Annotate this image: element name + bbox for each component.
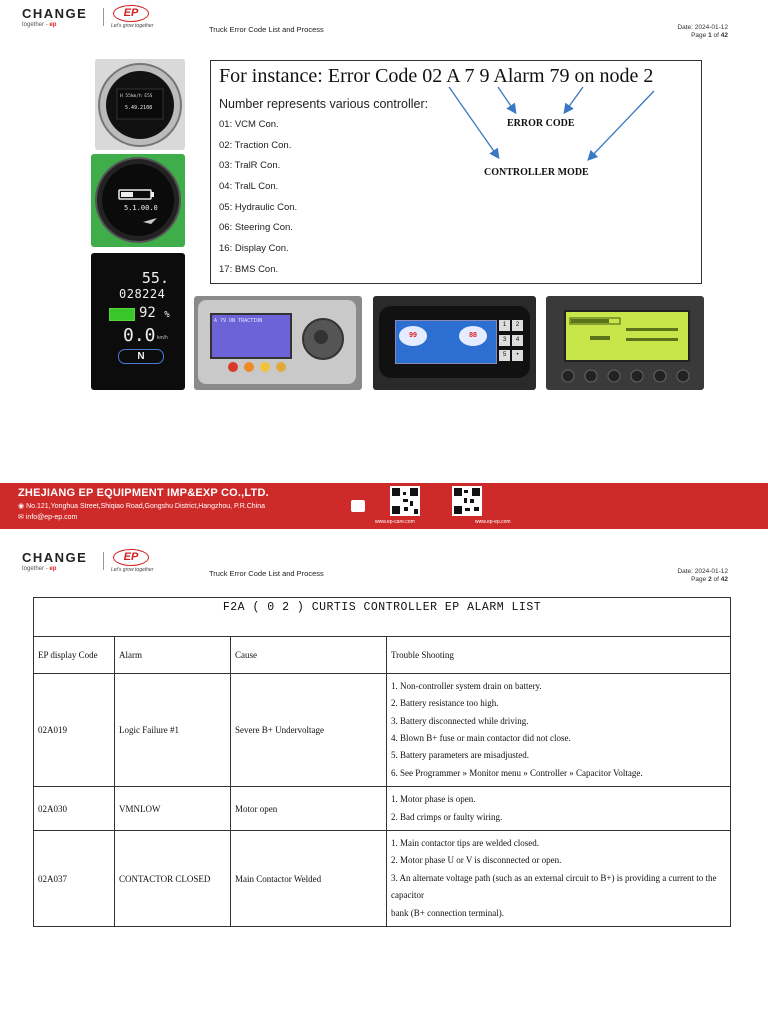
blue-lcd-display-photo — [373, 296, 536, 390]
digital-dashboard-photo — [91, 253, 185, 390]
indicator-light-amber — [276, 362, 286, 372]
dash-gear-letter: N — [137, 351, 145, 362]
logo-divider — [103, 552, 104, 570]
indicator-light-orange — [244, 362, 254, 372]
company-email-text: info@ep-ep.com — [25, 514, 78, 521]
table-row — [34, 674, 731, 787]
change-logo-text: CHANGE — [22, 550, 88, 565]
column-header-cause: Cause — [231, 637, 387, 674]
page-of: of — [713, 32, 719, 39]
controller-list-item: 01: VCM Con. — [219, 119, 279, 130]
table-row — [34, 787, 731, 831]
trouble-step: 1. Non-controller system drain on battery. — [391, 680, 542, 691]
company-name: ZHEJIANG EP EQUIPMENT IMP&EXP CO.,LTD. — [18, 487, 269, 499]
trouble-step: bank (B+ connection terminal). — [391, 907, 505, 918]
alarm-list-table — [33, 597, 731, 927]
trouble-step: 3. Battery disconnected while driving. — [391, 715, 529, 726]
table-title-row — [34, 598, 731, 637]
table-header-row — [34, 637, 731, 674]
blue-lcd-left-value: 99 — [409, 332, 417, 339]
blue-lcd-right-readout — [459, 326, 487, 346]
controller-list-item: 05: Hydraulic Con. — [219, 201, 298, 213]
dash-hour-meter: 028224 — [119, 287, 166, 301]
trouble-step: 4. Blown B+ fuse or main contactor did not close. — [391, 733, 571, 743]
change-logo — [22, 550, 87, 572]
change-logo — [22, 6, 87, 28]
forklift-icon — [351, 500, 365, 512]
page-header — [0, 0, 768, 40]
ep-logo-tagline: Let's grow together — [111, 23, 154, 29]
indicator-light-red — [228, 362, 238, 372]
page-label: Page — [691, 32, 707, 39]
qr-code-icon — [452, 486, 482, 516]
controller-mode-label: CONTROLLER MODE — [484, 167, 589, 178]
date-value: 2024-01-12 — [694, 568, 728, 575]
date-page-block — [677, 568, 728, 584]
dash-speed-unit: km/h — [157, 335, 168, 341]
keypad-key: 3 — [499, 335, 510, 346]
battery-gauge-readout: 5.1.00.0 — [124, 204, 158, 212]
page-number: 2 — [708, 576, 712, 583]
arrow-to-error-code-right — [565, 87, 583, 112]
arrow-to-error-code-left — [498, 87, 515, 112]
row-code: 02A019 — [34, 674, 115, 787]
mail-icon: ✉ — [18, 514, 24, 521]
logo-divider — [103, 8, 104, 26]
blue-lcd-left-readout — [399, 326, 427, 346]
keypad-key: 4 — [512, 335, 523, 346]
trouble-step: 3. An alternate voltage path (such as an external circuit to B+) is providing a current to the capacitor — [391, 872, 717, 901]
trouble-step: 2. Bad crimps or faulty wiring. — [391, 811, 503, 822]
row-cause: Main Contactor Welded — [231, 831, 387, 927]
row-cause: Motor open — [231, 787, 387, 831]
controller-list-item: 06: Steering Con. — [219, 222, 293, 234]
company-address-text: No.121,Yonghua Street,Shiqiao Road,Gongshu District,Hangzhou, P.R.China — [26, 503, 266, 510]
row-code: 02A037 — [34, 831, 115, 927]
qr-code-icon — [390, 486, 420, 516]
ep-logo-tagline: Let's grow together — [111, 567, 154, 573]
blue-lcd-right-value: 88 — [469, 332, 477, 339]
trouble-step: 1. Motor phase is open. — [391, 794, 476, 805]
trouble-step: 6. See Programmer » Monitor menu » Controller » Capacitor Voltage. — [391, 767, 643, 778]
document-title: Truck Error Code List and Process — [209, 25, 324, 34]
website-link-ep[interactable]: www.ep-ep.com — [475, 519, 511, 525]
company-footer-bar — [0, 483, 768, 529]
table-row — [34, 831, 731, 927]
controller-list-item: 03: TralR Con. — [219, 160, 281, 172]
controller-number-note: Number represents various controller: — [219, 97, 429, 111]
keypad-key: • — [512, 350, 523, 361]
keypad-key: 5 — [499, 350, 510, 361]
keypad-key: 2 — [512, 320, 523, 331]
change-tagline: together - — [22, 22, 50, 28]
purple-lcd-display-photo — [194, 296, 362, 390]
column-header-alarm: Alarm — [115, 637, 231, 674]
date-label: Date: — [677, 568, 693, 575]
page-total: 42 — [720, 576, 728, 583]
controller-list-item: 17: BMS Con. — [219, 263, 279, 275]
column-header-trouble-shooting: Trouble Shooting — [387, 637, 731, 674]
round-battery-gauge-photo — [91, 154, 185, 247]
dash-gear-indicator — [118, 349, 164, 364]
ep-logo: EP — [113, 549, 149, 566]
date-label: Date: — [677, 24, 693, 31]
gauge-lcd-line2: 5.49.2108 — [125, 105, 153, 111]
page-label: Page — [691, 576, 707, 583]
annotation-arrows — [211, 61, 701, 283]
error-code-label: ERROR CODE — [507, 118, 575, 129]
change-logo-text: CHANGE — [22, 6, 88, 21]
trouble-step: 2. Motor phase U or V is disconnected or open. — [391, 855, 562, 866]
round-lcd-gauge-photo — [95, 59, 185, 150]
change-tagline: together - — [22, 566, 50, 572]
page-header — [0, 544, 768, 584]
dpad-center-icon — [314, 330, 328, 344]
page-total: 42 — [720, 32, 728, 39]
page-of: of — [713, 576, 719, 583]
controller-list-item: 16: Display Con. — [219, 243, 289, 255]
change-tagline-ep: ep — [49, 22, 57, 28]
row-alarm: CONTACTOR CLOSED — [115, 831, 231, 927]
company-email — [18, 513, 78, 521]
column-header-code: EP display Code — [34, 637, 115, 674]
trouble-step: 1. Main contactor tips are welded closed. — [391, 837, 539, 848]
dash-battery-percent-sign: % — [164, 310, 170, 320]
location-pin-icon: ◉ — [18, 503, 25, 510]
change-tagline-ep: ep — [49, 566, 57, 572]
company-address — [18, 502, 266, 510]
keypad-key: 1 — [499, 320, 510, 331]
green-lcd-display-photo — [546, 296, 704, 390]
row-trouble-shooting — [387, 674, 731, 787]
purple-lcd-message: A 79 ON TRACTION — [214, 318, 263, 324]
ep-logo: EP — [113, 5, 149, 22]
row-cause: Severe B+ Undervoltage — [231, 674, 387, 787]
page-number: 1 — [708, 32, 712, 39]
arrow-to-controller-mode-left — [449, 87, 498, 157]
dash-top-value: 55. — [141, 269, 169, 287]
dash-battery-percent — [139, 305, 170, 321]
trouble-step: 2. Battery resistance too high. — [391, 698, 499, 709]
dash-battery-percent-value: 92 — [139, 305, 156, 321]
row-code: 02A030 — [34, 787, 115, 831]
date-page-block — [677, 24, 728, 40]
blue-display-keypad — [499, 320, 525, 364]
row-alarm: Logic Failure #1 — [115, 674, 231, 787]
document-title: Truck Error Code List and Process — [209, 569, 324, 578]
controller-list-item: 02: Traction Con. — [219, 139, 292, 151]
row-trouble-shooting — [387, 831, 731, 927]
green-lcd-graphic — [546, 296, 704, 390]
trouble-step: 5. Battery parameters are misadjusted. — [391, 750, 529, 761]
arrow-to-controller-mode-right — [589, 91, 654, 159]
gauge-lcd-line1: H 55km/h E5S — [120, 94, 153, 99]
error-code-example-box — [210, 60, 702, 284]
indicator-light-yellow — [260, 362, 270, 372]
row-trouble-shooting — [387, 787, 731, 831]
dash-battery-icon — [109, 308, 135, 321]
table-title: F2A ( 0 2 ) CURTIS CONTROLLER EP ALARM LIST — [34, 598, 731, 637]
website-link-care[interactable]: www.ep-care.com — [375, 519, 415, 525]
dash-speed: 0.0 — [123, 325, 156, 346]
battery-gauge-graphic — [91, 154, 185, 247]
controller-list-item: 04: TralL Con. — [219, 181, 279, 193]
error-code-example-title: For instance: Error Code 02 A 7 9 Alarm 79 on node 2 — [219, 65, 654, 87]
date-value: 2024-01-12 — [694, 24, 728, 31]
row-alarm: VMNLOW — [115, 787, 231, 831]
